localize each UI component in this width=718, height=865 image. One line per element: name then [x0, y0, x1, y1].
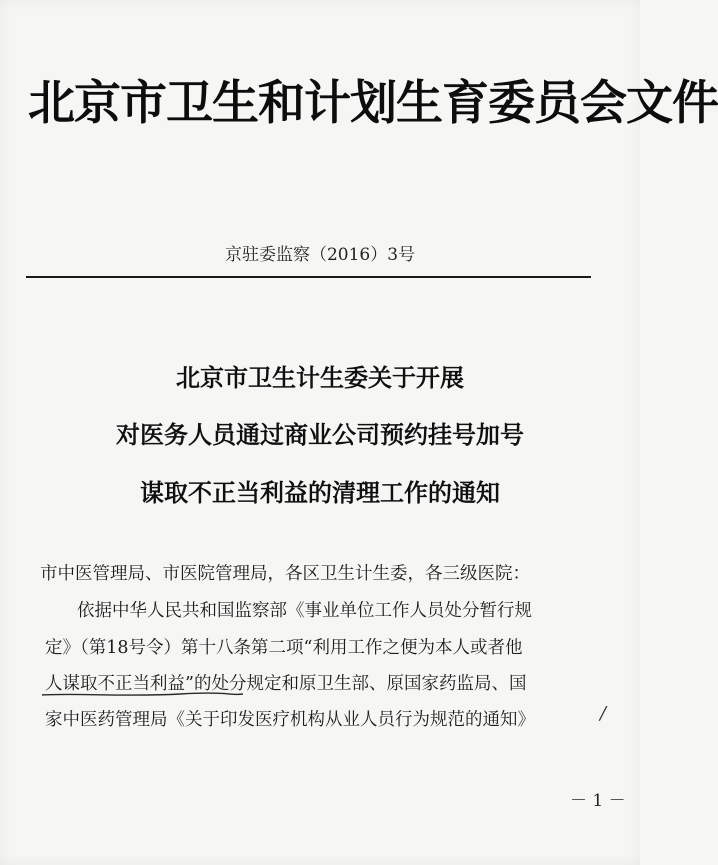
document-number: 京驻委监察（2016）3号	[224, 245, 416, 265]
handwritten-mark: /	[600, 703, 607, 724]
addressee: 市中医管理局、市医院管理局，各区卫生计生委，各三级医院：	[40, 564, 530, 584]
document-header: 北京市卫生和计划生育委员会文件	[28, 76, 718, 131]
body-line: 家中医药管理局《关于印发医疗机构从业人员行为规范的通知》	[45, 710, 535, 730]
header-divider	[26, 276, 591, 278]
body-line: 人谋取不正当利益”的处分规定和原卫生部、原国家药监局、国	[45, 674, 527, 694]
body-line: 定》（第18号令）第十八条第二项“利用工作之便为本人或者他	[45, 638, 523, 658]
title-line: 北京市卫生计生委关于开展	[176, 364, 464, 392]
handwritten-underline	[40, 691, 245, 699]
title-line: 对医务人员通过商业公司预约挂号加号	[116, 421, 524, 449]
body-line: 依据中华人民共和国监察部《事业单位工作人员处分暂行规	[77, 601, 532, 621]
page-number: － 1 －	[570, 791, 626, 811]
title-line: 谋取不正当利益的清理工作的通知	[140, 479, 500, 507]
